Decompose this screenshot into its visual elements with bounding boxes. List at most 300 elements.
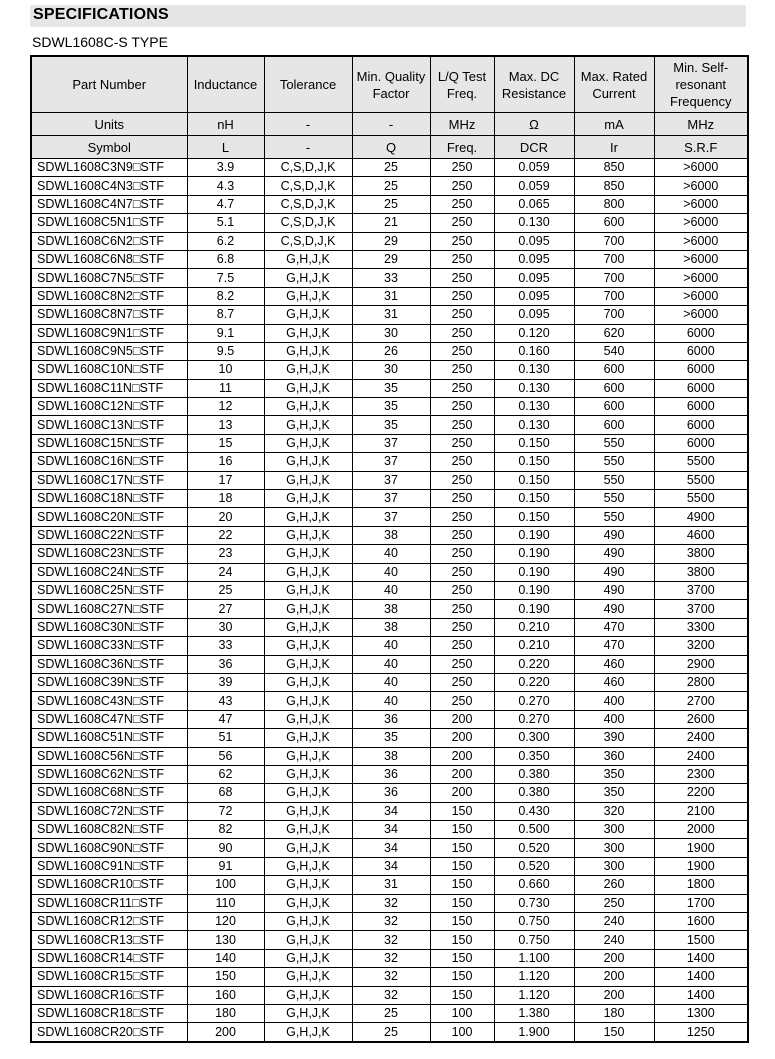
part-number-cell: SDWL1608C91N□STF <box>31 857 187 875</box>
quality-factor-cell: 33 <box>352 269 430 287</box>
quality-factor-cell: 35 <box>352 729 430 747</box>
table-row <box>31 453 748 471</box>
tolerance-cell: G,H,J,K <box>264 692 352 710</box>
units-cell: MHz <box>654 113 748 136</box>
rated-current-cell: 800 <box>574 195 654 213</box>
srf-cell: 6000 <box>654 361 748 379</box>
rated-current-cell: 550 <box>574 434 654 452</box>
dcr-cell: 0.190 <box>494 581 574 599</box>
quality-factor-cell: 40 <box>352 545 430 563</box>
quality-factor-cell: 25 <box>352 159 430 177</box>
rated-current-cell: 490 <box>574 581 654 599</box>
units-cell: - <box>264 113 352 136</box>
rated-current-cell: 240 <box>574 913 654 931</box>
table-row <box>31 857 748 875</box>
quality-factor-cell: 30 <box>352 361 430 379</box>
srf-cell: 2700 <box>654 692 748 710</box>
tolerance-cell: C,S,D,J,K <box>264 232 352 250</box>
srf-cell: 2300 <box>654 765 748 783</box>
column-header-rated-current: Max. Rated Current <box>574 56 654 113</box>
inductance-cell: 110 <box>187 894 264 912</box>
units-cell: Ω <box>494 113 574 136</box>
part-number-cell: SDWL1608C30N□STF <box>31 618 187 636</box>
quality-factor-cell: 36 <box>352 784 430 802</box>
dcr-cell: 0.130 <box>494 398 574 416</box>
table-row <box>31 710 748 728</box>
inductance-cell: 25 <box>187 581 264 599</box>
symbol-cell: DCR <box>494 136 574 159</box>
page-title: SPECIFICATIONS <box>33 6 169 23</box>
srf-cell: >6000 <box>654 232 748 250</box>
column-header-tolerance: Tolerance <box>264 56 352 113</box>
test-freq-cell: 100 <box>430 1023 494 1042</box>
test-freq-cell: 250 <box>430 324 494 342</box>
dcr-cell: 1.900 <box>494 1023 574 1042</box>
quality-factor-cell: 26 <box>352 342 430 360</box>
column-header-quality-factor: Min. Quality Factor <box>352 56 430 113</box>
dcr-cell: 0.150 <box>494 471 574 489</box>
part-number-cell: SDWL1608C36N□STF <box>31 655 187 673</box>
units-cell: Units <box>31 113 187 136</box>
inductance-cell: 10 <box>187 361 264 379</box>
rated-current-cell: 700 <box>574 269 654 287</box>
inductance-cell: 36 <box>187 655 264 673</box>
part-number-cell: SDWL1608C8N2□STF <box>31 287 187 305</box>
srf-cell: 6000 <box>654 416 748 434</box>
rated-current-cell: 300 <box>574 821 654 839</box>
dcr-cell: 0.095 <box>494 287 574 305</box>
quality-factor-cell: 38 <box>352 618 430 636</box>
table-row <box>31 931 748 949</box>
rated-current-cell: 540 <box>574 342 654 360</box>
rated-current-cell: 300 <box>574 839 654 857</box>
rated-current-cell: 200 <box>574 968 654 986</box>
dcr-cell: 0.190 <box>494 600 574 618</box>
units-cell: MHz <box>430 113 494 136</box>
tolerance-cell: C,S,D,J,K <box>264 177 352 195</box>
srf-cell: 1600 <box>654 913 748 931</box>
tolerance-cell: G,H,J,K <box>264 306 352 324</box>
srf-cell: 6000 <box>654 324 748 342</box>
tolerance-cell: G,H,J,K <box>264 1023 352 1042</box>
test-freq-cell: 250 <box>430 434 494 452</box>
units-cell: nH <box>187 113 264 136</box>
quality-factor-cell: 38 <box>352 600 430 618</box>
test-freq-cell: 150 <box>430 949 494 967</box>
part-number-cell: SDWL1608C51N□STF <box>31 729 187 747</box>
table-row <box>31 563 748 581</box>
srf-cell: 2000 <box>654 821 748 839</box>
tolerance-cell: G,H,J,K <box>264 839 352 857</box>
quality-factor-cell: 32 <box>352 968 430 986</box>
table-row <box>31 581 748 599</box>
rated-current-cell: 490 <box>574 526 654 544</box>
units-cell: - <box>352 113 430 136</box>
table-row <box>31 545 748 563</box>
inductance-cell: 9.5 <box>187 342 264 360</box>
test-freq-cell: 200 <box>430 784 494 802</box>
table-row <box>31 894 748 912</box>
srf-cell: 1300 <box>654 1004 748 1022</box>
dcr-cell: 0.380 <box>494 765 574 783</box>
tolerance-cell: G,H,J,K <box>264 747 352 765</box>
dcr-cell: 0.430 <box>494 802 574 820</box>
tolerance-cell: G,H,J,K <box>264 287 352 305</box>
test-freq-cell: 250 <box>430 287 494 305</box>
tolerance-cell: G,H,J,K <box>264 894 352 912</box>
table-row <box>31 765 748 783</box>
quality-factor-cell: 37 <box>352 471 430 489</box>
rated-current-cell: 600 <box>574 416 654 434</box>
test-freq-cell: 250 <box>430 379 494 397</box>
part-number-cell: SDWL1608C9N1□STF <box>31 324 187 342</box>
table-row <box>31 913 748 931</box>
inductance-cell: 15 <box>187 434 264 452</box>
srf-cell: 5500 <box>654 453 748 471</box>
column-header-dc-resistance: Max. DC Resistance <box>494 56 574 113</box>
tolerance-cell: G,H,J,K <box>264 398 352 416</box>
test-freq-cell: 250 <box>430 214 494 232</box>
quality-factor-cell: 35 <box>352 379 430 397</box>
rated-current-cell: 470 <box>574 637 654 655</box>
part-number-cell: SDWL1608C20N□STF <box>31 508 187 526</box>
test-freq-cell: 200 <box>430 729 494 747</box>
symbol-cell: S.R.F <box>654 136 748 159</box>
table-row <box>31 968 748 986</box>
test-freq-cell: 200 <box>430 710 494 728</box>
srf-cell: 5500 <box>654 490 748 508</box>
part-number-cell: SDWL1608C47N□STF <box>31 710 187 728</box>
dcr-cell: 0.150 <box>494 490 574 508</box>
dcr-cell: 0.059 <box>494 159 574 177</box>
table-row <box>31 398 748 416</box>
table-row <box>31 159 748 177</box>
test-freq-cell: 150 <box>430 894 494 912</box>
table-row <box>31 416 748 434</box>
rated-current-cell: 700 <box>574 232 654 250</box>
tolerance-cell: G,H,J,K <box>264 784 352 802</box>
srf-cell: 1900 <box>654 857 748 875</box>
dcr-cell: 0.500 <box>494 821 574 839</box>
quality-factor-cell: 35 <box>352 398 430 416</box>
dcr-cell: 0.270 <box>494 710 574 728</box>
quality-factor-cell: 21 <box>352 214 430 232</box>
inductance-cell: 100 <box>187 876 264 894</box>
specifications-table <box>30 55 749 1043</box>
tolerance-cell: G,H,J,K <box>264 471 352 489</box>
test-freq-cell: 250 <box>430 398 494 416</box>
quality-factor-cell: 40 <box>352 581 430 599</box>
test-freq-cell: 150 <box>430 802 494 820</box>
test-freq-cell: 150 <box>430 821 494 839</box>
symbol-cell: - <box>264 136 352 159</box>
quality-factor-cell: 40 <box>352 563 430 581</box>
inductance-cell: 120 <box>187 913 264 931</box>
rated-current-cell: 490 <box>574 545 654 563</box>
dcr-cell: 0.160 <box>494 342 574 360</box>
srf-cell: 3200 <box>654 637 748 655</box>
test-freq-cell: 250 <box>430 526 494 544</box>
inductance-cell: 39 <box>187 673 264 691</box>
table-row <box>31 876 748 894</box>
part-number-cell: SDWL1608C9N5□STF <box>31 342 187 360</box>
srf-cell: 3800 <box>654 563 748 581</box>
tolerance-cell: G,H,J,K <box>264 913 352 931</box>
part-number-cell: SDWL1608C16N□STF <box>31 453 187 471</box>
dcr-cell: 0.130 <box>494 416 574 434</box>
tolerance-cell: G,H,J,K <box>264 637 352 655</box>
rated-current-cell: 700 <box>574 250 654 268</box>
inductance-cell: 16 <box>187 453 264 471</box>
tolerance-cell: G,H,J,K <box>264 765 352 783</box>
part-number-cell: SDWL1608C12N□STF <box>31 398 187 416</box>
table-row <box>31 232 748 250</box>
test-freq-cell: 250 <box>430 600 494 618</box>
table-row <box>31 250 748 268</box>
part-number-cell: SDWL1608CR14□STF <box>31 949 187 967</box>
tolerance-cell: G,H,J,K <box>264 361 352 379</box>
part-number-cell: SDWL1608CR20□STF <box>31 1023 187 1042</box>
inductance-cell: 90 <box>187 839 264 857</box>
quality-factor-cell: 37 <box>352 453 430 471</box>
dcr-cell: 0.095 <box>494 232 574 250</box>
test-freq-cell: 250 <box>430 306 494 324</box>
inductance-cell: 160 <box>187 986 264 1004</box>
tolerance-cell: C,S,D,J,K <box>264 195 352 213</box>
rated-current-cell: 490 <box>574 600 654 618</box>
test-freq-cell: 150 <box>430 857 494 875</box>
table-row <box>31 490 748 508</box>
part-number-cell: SDWL1608C10N□STF <box>31 361 187 379</box>
inductance-cell: 7.5 <box>187 269 264 287</box>
part-number-cell: SDWL1608C6N2□STF <box>31 232 187 250</box>
inductance-cell: 180 <box>187 1004 264 1022</box>
test-freq-cell: 250 <box>430 692 494 710</box>
srf-cell: 6000 <box>654 379 748 397</box>
part-number-cell: SDWL1608CR12□STF <box>31 913 187 931</box>
tolerance-cell: G,H,J,K <box>264 250 352 268</box>
quality-factor-cell: 32 <box>352 931 430 949</box>
test-freq-cell: 250 <box>430 545 494 563</box>
table-row <box>31 306 748 324</box>
quality-factor-cell: 38 <box>352 747 430 765</box>
rated-current-cell: 700 <box>574 306 654 324</box>
tolerance-cell: G,H,J,K <box>264 526 352 544</box>
srf-cell: 1500 <box>654 931 748 949</box>
table-row <box>31 214 748 232</box>
srf-cell: 6000 <box>654 434 748 452</box>
quality-factor-cell: 40 <box>352 655 430 673</box>
tolerance-cell: C,S,D,J,K <box>264 214 352 232</box>
table-row <box>31 986 748 1004</box>
rated-current-cell: 360 <box>574 747 654 765</box>
test-freq-cell: 250 <box>430 508 494 526</box>
part-number-cell: SDWL1608C15N□STF <box>31 434 187 452</box>
inductance-cell: 6.2 <box>187 232 264 250</box>
rated-current-cell: 250 <box>574 894 654 912</box>
units-cell: mA <box>574 113 654 136</box>
tolerance-cell: G,H,J,K <box>264 802 352 820</box>
quality-factor-cell: 25 <box>352 195 430 213</box>
symbol-cell: Ir <box>574 136 654 159</box>
srf-cell: 1400 <box>654 949 748 967</box>
rated-current-cell: 470 <box>574 618 654 636</box>
dcr-cell: 0.095 <box>494 250 574 268</box>
tolerance-cell: G,H,J,K <box>264 600 352 618</box>
rated-current-cell: 400 <box>574 692 654 710</box>
test-freq-cell: 250 <box>430 195 494 213</box>
inductance-cell: 23 <box>187 545 264 563</box>
part-number-cell: SDWL1608C27N□STF <box>31 600 187 618</box>
quality-factor-cell: 34 <box>352 821 430 839</box>
srf-cell: 6000 <box>654 342 748 360</box>
table-row <box>31 508 748 526</box>
dcr-cell: 0.150 <box>494 508 574 526</box>
rated-current-cell: 600 <box>574 214 654 232</box>
srf-cell: >6000 <box>654 306 748 324</box>
tolerance-cell: G,H,J,K <box>264 453 352 471</box>
inductance-cell: 8.2 <box>187 287 264 305</box>
table-row <box>31 1023 748 1042</box>
srf-cell: 3800 <box>654 545 748 563</box>
inductance-cell: 200 <box>187 1023 264 1042</box>
srf-cell: 2600 <box>654 710 748 728</box>
table-row <box>31 618 748 636</box>
srf-cell: 4600 <box>654 526 748 544</box>
test-freq-cell: 250 <box>430 232 494 250</box>
dcr-cell: 0.270 <box>494 692 574 710</box>
dcr-cell: 0.520 <box>494 839 574 857</box>
part-number-cell: SDWL1608C33N□STF <box>31 637 187 655</box>
quality-factor-cell: 31 <box>352 306 430 324</box>
rated-current-cell: 260 <box>574 876 654 894</box>
inductance-cell: 56 <box>187 747 264 765</box>
rated-current-cell: 150 <box>574 1023 654 1042</box>
part-number-cell: SDWL1608C3N9□STF <box>31 159 187 177</box>
dcr-cell: 0.120 <box>494 324 574 342</box>
inductance-cell: 150 <box>187 968 264 986</box>
rated-current-cell: 350 <box>574 765 654 783</box>
inductance-cell: 30 <box>187 618 264 636</box>
tolerance-cell: G,H,J,K <box>264 710 352 728</box>
rated-current-cell: 600 <box>574 398 654 416</box>
table-row <box>31 637 748 655</box>
tolerance-cell: G,H,J,K <box>264 986 352 1004</box>
test-freq-cell: 250 <box>430 563 494 581</box>
inductance-cell: 17 <box>187 471 264 489</box>
srf-cell: >6000 <box>654 250 748 268</box>
srf-cell: 2400 <box>654 729 748 747</box>
tolerance-cell: G,H,J,K <box>264 563 352 581</box>
quality-factor-cell: 29 <box>352 232 430 250</box>
part-number-cell: SDWL1608C5N1□STF <box>31 214 187 232</box>
dcr-cell: 0.730 <box>494 894 574 912</box>
quality-factor-cell: 37 <box>352 508 430 526</box>
srf-cell: 1400 <box>654 986 748 1004</box>
table-row <box>31 949 748 967</box>
tolerance-cell: G,H,J,K <box>264 857 352 875</box>
part-number-cell: SDWL1608C43N□STF <box>31 692 187 710</box>
quality-factor-cell: 40 <box>352 673 430 691</box>
tolerance-cell: G,H,J,K <box>264 876 352 894</box>
srf-cell: >6000 <box>654 159 748 177</box>
part-number-cell: SDWL1608C17N□STF <box>31 471 187 489</box>
title-bar <box>30 5 746 27</box>
tolerance-cell: G,H,J,K <box>264 1004 352 1022</box>
srf-cell: 1800 <box>654 876 748 894</box>
dcr-cell: 0.130 <box>494 361 574 379</box>
table-row <box>31 324 748 342</box>
part-number-cell: SDWL1608C90N□STF <box>31 839 187 857</box>
srf-cell: 1400 <box>654 968 748 986</box>
quality-factor-cell: 34 <box>352 802 430 820</box>
inductance-cell: 5.1 <box>187 214 264 232</box>
test-freq-cell: 250 <box>430 655 494 673</box>
dcr-cell: 0.150 <box>494 453 574 471</box>
inductance-cell: 130 <box>187 931 264 949</box>
quality-factor-cell: 30 <box>352 324 430 342</box>
tolerance-cell: G,H,J,K <box>264 949 352 967</box>
tolerance-cell: G,H,J,K <box>264 968 352 986</box>
test-freq-cell: 250 <box>430 342 494 360</box>
tolerance-cell: G,H,J,K <box>264 821 352 839</box>
tolerance-cell: G,H,J,K <box>264 416 352 434</box>
quality-factor-cell: 31 <box>352 287 430 305</box>
rated-current-cell: 240 <box>574 931 654 949</box>
part-number-cell: SDWL1608C18N□STF <box>31 490 187 508</box>
rated-current-cell: 850 <box>574 177 654 195</box>
inductance-cell: 47 <box>187 710 264 728</box>
quality-factor-cell: 25 <box>352 1023 430 1042</box>
inductance-cell: 24 <box>187 563 264 581</box>
dcr-cell: 0.350 <box>494 747 574 765</box>
tolerance-cell: G,H,J,K <box>264 545 352 563</box>
dcr-cell: 0.750 <box>494 913 574 931</box>
inductance-cell: 3.9 <box>187 159 264 177</box>
srf-cell: 1900 <box>654 839 748 857</box>
srf-cell: >6000 <box>654 269 748 287</box>
srf-cell: 5500 <box>654 471 748 489</box>
tolerance-cell: G,H,J,K <box>264 342 352 360</box>
srf-cell: 2200 <box>654 784 748 802</box>
table-row <box>31 379 748 397</box>
srf-cell: >6000 <box>654 195 748 213</box>
test-freq-cell: 250 <box>430 361 494 379</box>
quality-factor-cell: 25 <box>352 1004 430 1022</box>
inductance-cell: 51 <box>187 729 264 747</box>
srf-cell: 3700 <box>654 581 748 599</box>
test-freq-cell: 100 <box>430 1004 494 1022</box>
test-freq-cell: 150 <box>430 986 494 1004</box>
test-freq-cell: 250 <box>430 250 494 268</box>
table-row <box>31 526 748 544</box>
tolerance-cell: G,H,J,K <box>264 490 352 508</box>
dcr-cell: 0.660 <box>494 876 574 894</box>
rated-current-cell: 550 <box>574 471 654 489</box>
table-row <box>31 729 748 747</box>
table-row <box>31 802 748 820</box>
srf-cell: 3300 <box>654 618 748 636</box>
tolerance-cell: G,H,J,K <box>264 931 352 949</box>
table-row <box>31 434 748 452</box>
rated-current-cell: 600 <box>574 379 654 397</box>
table-row <box>31 839 748 857</box>
symbol-row <box>31 136 748 159</box>
table-row <box>31 784 748 802</box>
part-number-cell: SDWL1608C62N□STF <box>31 765 187 783</box>
rated-current-cell: 600 <box>574 361 654 379</box>
inductance-cell: 62 <box>187 765 264 783</box>
